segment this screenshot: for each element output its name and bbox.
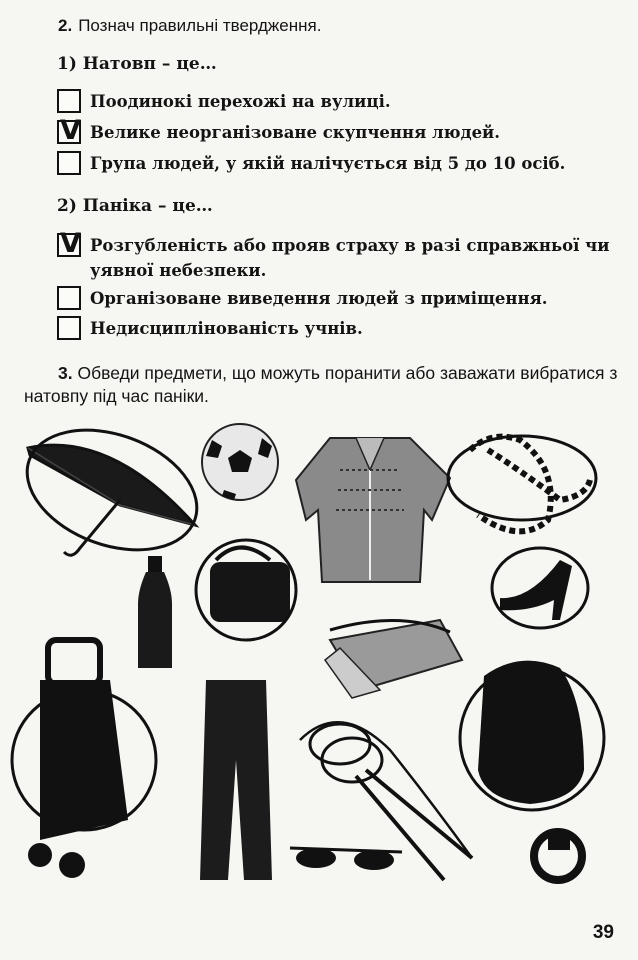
checkbox[interactable] bbox=[57, 115, 81, 146]
checkbox[interactable] bbox=[57, 286, 81, 310]
question-1-title: 1) Натовп – це… bbox=[57, 54, 217, 74]
option-text: Розгубленість або прояв страху в разі справжньої чи уявної небезпеки. bbox=[90, 236, 610, 280]
umbrella-image[interactable] bbox=[10, 420, 213, 572]
q1-option-3[interactable] bbox=[57, 151, 627, 176]
q2-option-3[interactable] bbox=[57, 316, 627, 341]
trousers-image bbox=[200, 680, 272, 880]
task-3-heading bbox=[24, 362, 624, 408]
q1-option-2[interactable] bbox=[57, 115, 627, 146]
task-2-title: Познач правильні твердження. bbox=[78, 16, 322, 35]
task-2-number: 2. bbox=[58, 16, 73, 35]
q2-option-1[interactable] bbox=[57, 228, 617, 283]
check-mark: V bbox=[60, 228, 81, 259]
ring-image[interactable] bbox=[534, 832, 582, 880]
task-3-number: 3. bbox=[58, 363, 73, 383]
q1-option-1[interactable] bbox=[57, 89, 627, 114]
handbag-image[interactable] bbox=[196, 540, 296, 640]
beads-image[interactable] bbox=[448, 436, 596, 531]
newspapers-image bbox=[325, 620, 462, 698]
option-text: Група людей, у якій налічується від 5 до 10 осіб. bbox=[90, 154, 566, 173]
option-text: Організоване виведення людей з приміщення. bbox=[90, 289, 548, 308]
embroidered-shirt-image bbox=[296, 438, 450, 582]
option-text: Велике неорганізоване скупчення людей. bbox=[90, 123, 501, 142]
question-2-title: 2) Паніка – це… bbox=[57, 196, 213, 216]
q2-option-2[interactable] bbox=[57, 286, 627, 311]
option-text: Поодинокі перехожі на вулиці. bbox=[90, 92, 391, 111]
backpack-image[interactable] bbox=[460, 661, 604, 810]
checkbox[interactable] bbox=[57, 228, 81, 259]
checkbox[interactable] bbox=[57, 89, 81, 113]
ball-image bbox=[202, 424, 278, 500]
option-text: Недисциплінованість учнів. bbox=[90, 319, 363, 338]
page-number: 39 bbox=[592, 922, 614, 943]
items-illustration bbox=[0, 420, 638, 940]
check-mark: V bbox=[60, 115, 81, 146]
sunglasses-image bbox=[290, 848, 402, 870]
shopping-trolley-image[interactable] bbox=[12, 640, 156, 878]
task-2-heading bbox=[58, 16, 321, 36]
high-heel-shoe-image[interactable] bbox=[492, 548, 588, 628]
bottle-image bbox=[138, 556, 172, 668]
checkbox[interactable] bbox=[57, 316, 81, 340]
checkbox[interactable] bbox=[57, 151, 81, 175]
task-3-text: Обведи предмети, що можуть поранити або заважати вибратися з натовпу під час паніки. bbox=[24, 363, 618, 406]
